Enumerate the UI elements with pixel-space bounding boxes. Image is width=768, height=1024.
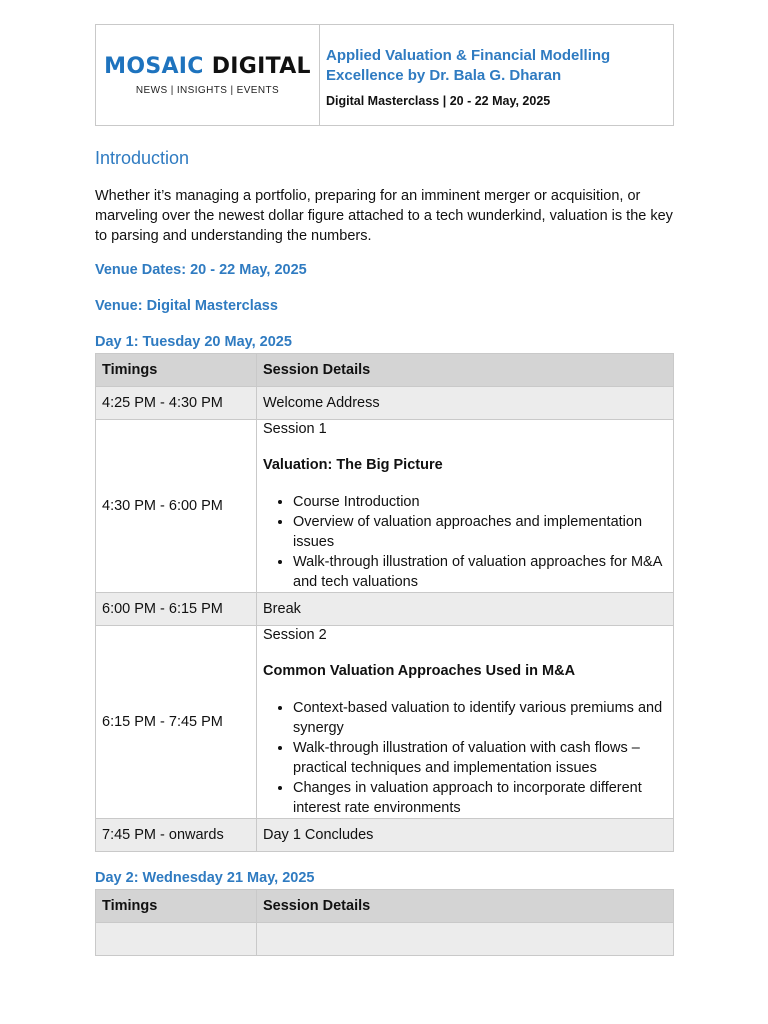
table-row — [96, 593, 674, 626]
course-info — [320, 25, 673, 125]
column-header-session-details: Session Details — [257, 890, 674, 923]
session-details — [257, 420, 674, 593]
list-item: • Overview of valuation approaches and implementation issues — [293, 512, 667, 552]
course-subtitle: Digital Masterclass | 20 - 22 May, 2025 — [326, 94, 551, 108]
row-time: 6:00 PM - 6:15 PM — [96, 593, 257, 626]
column-header-timings: Timings — [96, 890, 257, 923]
row-time: 4:25 PM - 4:30 PM — [96, 387, 257, 420]
session-details — [257, 626, 674, 819]
logo-mosaic: MOSAIC — [104, 53, 204, 79]
session-points — [263, 698, 667, 818]
session-label: Session 2 — [263, 627, 327, 643]
day1-agenda-table — [95, 353, 674, 852]
intro-heading: Introduction — [95, 148, 190, 168]
course-title: Applied Valuation & Financial Modelling Excellence by Dr. Bala G. Dharan — [326, 47, 611, 84]
session-title: Common Valuation Approaches Used in M&A — [263, 663, 576, 679]
table-row — [96, 387, 674, 420]
list-item: • Walk-through illustration of valuation approaches for M&A and tech valuations — [293, 552, 667, 592]
logo-wordmark — [104, 55, 311, 79]
venue-dates: Venue Dates: 20 - 22 May, 2025 — [95, 262, 307, 278]
row-time — [96, 923, 257, 956]
column-header-timings: Timings — [96, 354, 257, 387]
intro-paragraph: Whether it’s managing a portfolio, preparing for an imminent merger or acquisition, or marveling over the newest dollar figure attached to a tech wunderkind, valuation is the key to parsing and understanding the numbers. — [95, 188, 673, 244]
row-detail: Day 1 Concludes — [257, 819, 674, 852]
logo-digital: DIGITAL — [211, 53, 311, 79]
table-header-row — [96, 354, 674, 387]
day2-agenda-table — [95, 889, 674, 956]
row-time: 4:30 PM - 6:00 PM — [96, 420, 257, 593]
brand-logo — [96, 25, 320, 125]
row-detail: Break — [257, 593, 674, 626]
table-row — [96, 420, 674, 593]
row-time: 7:45 PM - onwards — [96, 819, 257, 852]
table-row — [96, 626, 674, 819]
table-header-row — [96, 890, 674, 923]
day2-heading: Day 2: Wednesday 21 May, 2025 — [95, 870, 315, 886]
table-row — [96, 923, 674, 956]
list-item: • Changes in valuation approach to incorporate different interest rate environments — [293, 778, 667, 818]
list-item: • Context-based valuation to identify various premiums and synergy — [293, 698, 667, 738]
header-banner — [95, 24, 674, 126]
column-header-session-details: Session Details — [257, 354, 674, 387]
row-time: 6:15 PM - 7:45 PM — [96, 626, 257, 819]
row-detail — [257, 923, 674, 956]
list-item: • Course Introduction — [293, 492, 667, 512]
document-page — [95, 24, 674, 956]
row-detail: Welcome Address — [257, 387, 674, 420]
venue: Venue: Digital Masterclass — [95, 298, 278, 314]
table-row — [96, 819, 674, 852]
logo-tagline: NEWS | INSIGHTS | EVENTS — [135, 84, 280, 96]
session-points — [263, 492, 667, 592]
day1-heading: Day 1: Tuesday 20 May, 2025 — [95, 334, 292, 350]
session-title: Valuation: The Big Picture — [263, 457, 443, 473]
list-item: • Walk-through illustration of valuation with cash flows – practical techniques and implementation issues — [293, 738, 667, 778]
session-label: Session 1 — [263, 421, 327, 437]
